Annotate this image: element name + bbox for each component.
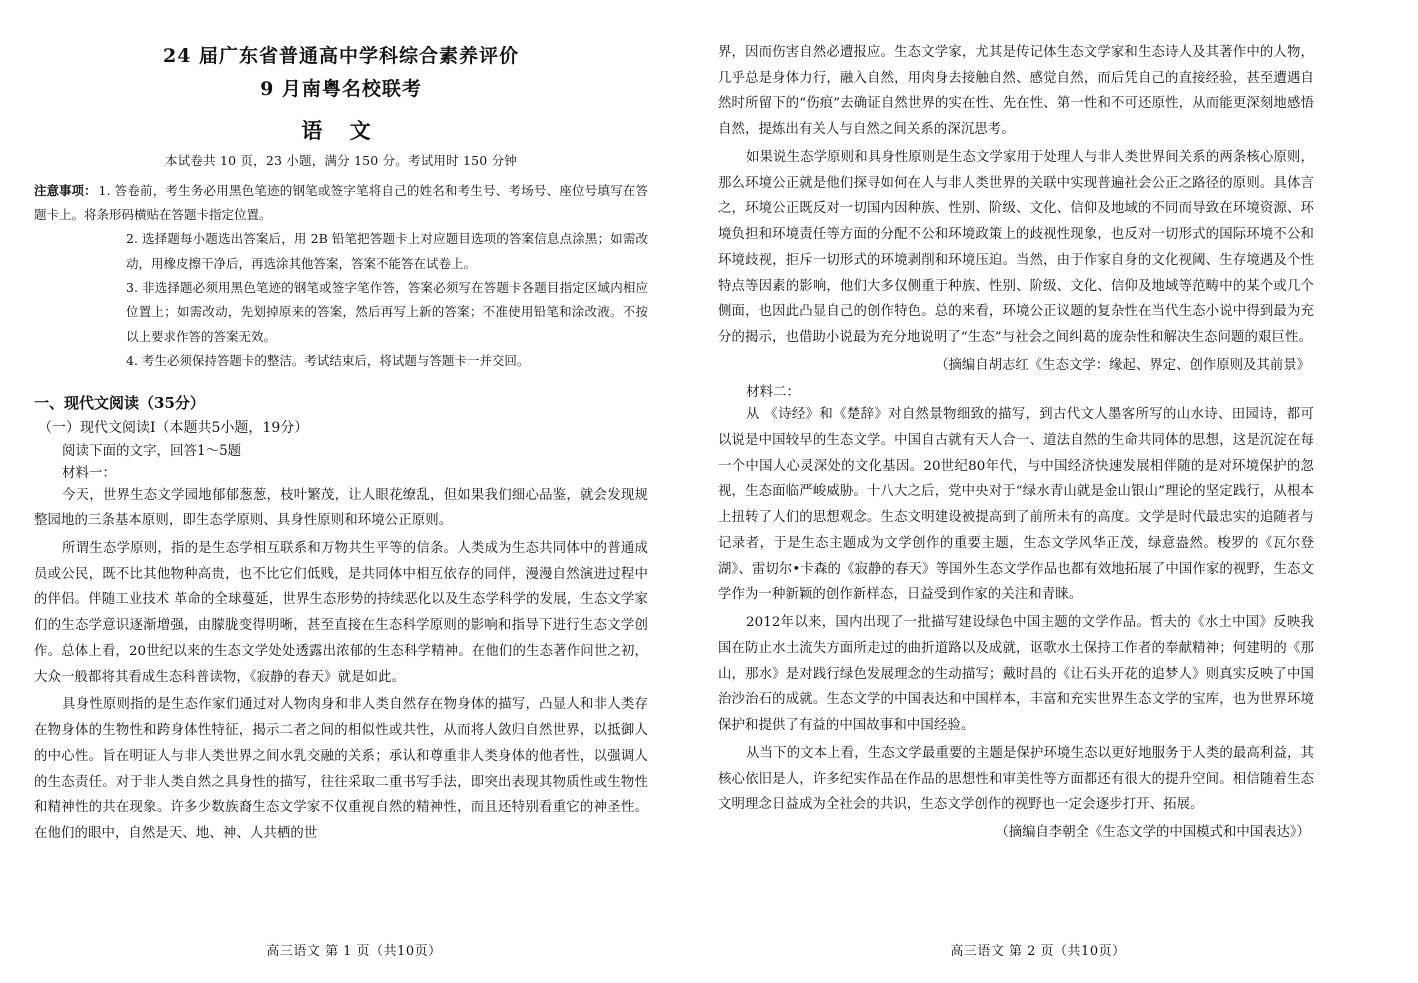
- exam-meta: 本试卷共 10 页，23 小题，满分 150 分。考试用时 150 分钟: [164, 152, 518, 168]
- notice-item: 2. 选择题每小题选出答案后，用 2B 铅笔把答题卡上对应题目选项的答案信息点涂黑；如需改动，用橡皮擦干净后，再选涂其他答案，答案不能答在试卷上。: [126, 231, 648, 271]
- paragraph: 具身性原则指的是生态作家们通过对人物肉身和非人类自然存在物身体的描写，凸显人和非人类存在物身体的生物性和跨身体性特征，揭示二者之间的相似性或共性，从而将人敛归自然世界，以抵御人的中心性。旨在明证人与非人类世界之间水乳交融的关系；承认和尊重非人类身体的他者性，以强调人的生态责任。对于非人类自然之具身性的描写，往往采取二重书写手法，即突出表现其物质性或生物性和精神性的共在现象。许多少数族裔生态文学家不仅重视自然的精神性，而且还特别看重它的神圣性。在他们的眼中，自然是天、地、神、人共栖的世: [34, 697, 648, 842]
- material-1-source: （摘编自胡志红《生态文学：缘起、界定、创作原则及其前景》: [935, 357, 1310, 373]
- material-2-label: 材料二：: [746, 384, 800, 401]
- paragraph: 从 《诗经》和《楚辞》对自然景物细致的描写，到古代文人墨客所写的山水诗、田园诗，都可以说是中国较早的生态文学。中国自古就有天人合一、道法自然的生命共同体的思想，这是沉淀在每一个中国人心灵深处的文化基因。20世纪80年代，与中国经济快速发展相伴随的是对环境保护的忽视，生态面临严峻威胁。十八大之后，党中央对于“绿水青山就是金山银山”理论的坚定践行，从根本上扭转了人们的思想观念。生态文明建设被提高到了前所未有的高度。文学是时代最忠实的追随者与记录者，于是生态主题成为文学创作的重要主题，生态文学风华正茂，绿意盎然。梭罗的《瓦尔登湖》、雷切尔•卡森的《寂静的春天》等国外生态文学作品也都有效地拓展了中国作家的视野，生态文学作为一种新颖的创作新样态，日益受到作家的关注和青睐。: [718, 407, 1314, 603]
- subsection-1-title: （一）现代文阅读Ⅰ（本题共5小题，19分）: [38, 419, 309, 436]
- paragraph: 2012年以来，国内出现了一批描写建设绿色中国主题的文学作品。哲夫的《水土中国》反映我国在防止水土流失方面所走过的曲折道路以及成就，讴歌水土保持工作者的奉献精神；何建明的《那山，那水》是对践行绿色发展理念的生动描写；戴时昌的《让石头开花的追梦人》则真实反映了中国治沙治石的成就。生态文学的中国表达和中国样本，丰富和充实世界生态文学的宝库，也为世界环境保护和提供了有益的中国故事和中国经验。: [718, 615, 1314, 734]
- page-footer-left: 高三语文 第 1 页（共10页）: [266, 944, 442, 959]
- exam-title-line1: 24 届广东省普通高中学科综合素养评价: [162, 45, 520, 67]
- material-1-label: 材料一：: [62, 464, 116, 481]
- paragraph: 界，因而伤害自然必遭报应。生态文学家，尤其是传记体生态文学家和生态诗人及其著作中的人物，几乎总是身体力行，融入自然，用肉身去接触自然、感觉自然，而后凭自己的直接经验，甚至遭遇自然时所留下的“伤痕”去确证自然世界的实在性、先在性、第一性和不可还原性，从而能更深刻地感悟自然，提炼出有关人与自然之间关系的深沉思考。: [718, 45, 1314, 138]
- notice-item-text: 1. 答卷前，考生务必用黑色笔迹的钢笔或签字笔将自己的姓名和考生号、考场号、座位号填写在答题卡上。将条形码横贴在答题卡指定位置。: [34, 182, 648, 222]
- reading-instruction: 阅读下面的文字，回答1～5题: [62, 442, 242, 459]
- notice-item: 3. 非选择题必须用黑色笔迹的钢笔或签字笔作答，答案必须写在答题卡各题目指定区域内相应位置上；如需改动，先划掉原来的答案，然后再写上新的答案；不准使用铅笔和涂改液。不按以上要求作答的答案无效。: [126, 280, 648, 344]
- exam-title-line2: 9 月南粤名校联考: [260, 78, 422, 101]
- paragraph: 所谓生态学原则，指的是生态学相互联系和万物共生平等的信条。人类成为生态共同体中的普通成员或公民，既不比其他物种高贵，也不比它们低贱，是共同体中相互依存的同伴，漫漫自然演进过程中的伴侣。伴随工业技术 革命的全球蔓延，世界生态形势的持续恶化以及生态学科学的发展，生态文学家们的生态学意识逐渐增强，由朦胧变得明晰，甚至直接在生态科学原则的影响和指导下进行生态文学创作。总体上看，20世纪以来的生态文学处处透露出浓郁的生态科学精神。在他们的生态著作问世之初，大众一般都将其看成生态科普读物，《寂静的春天》就是如此。: [34, 540, 648, 685]
- part-1-title: 一、现代文阅读（35分）: [34, 393, 205, 412]
- notice-item: [34, 179, 648, 228]
- notice-item: 4. 考生必须保持答题卡的整洁。考试结束后，将试题与答题卡一并交回。: [126, 353, 530, 369]
- notice-label: 注意事项：: [34, 182, 97, 198]
- right-column: [674, 40, 1314, 973]
- exam-subject: 语 文: [301, 117, 381, 143]
- paragraph: 从当下的文本上看，生态文学最重要的主题是保护环境生态以更好地服务于人类的最高利益，其核心依旧是人，许多纪实作品在作品的思想性和审美性等方面都还有很大的提升空间。相信随着生态文明理念日益成为全社会的共识，生态文学创作的视野也一定会逐步打开、拓展。: [718, 745, 1314, 813]
- paragraph: 今天，世界生态文学园地郁郁葱葱，枝叶繁茂，让人眼花缭乱，但如果我们细心品鉴，就会发现规整园地的三条基本原则，即生态学原则、具身性原则和环境公正原则。: [34, 487, 648, 529]
- paragraph: 如果说生态学原则和具身性原则是生态文学家用于处理人与非人类世界间关系的两条核心原则，那么环境公正就是他们探寻如何在人与非人类世界的关联中实现普遍社会公正之路径的原则。具体言之，环境公正既反对一切国内因种族、性别、阶级、文化、信仰及地域的不同而导致在环境资源、环境负担和环境责任等方面的分配不公和环境政策上的歧视性现象，也反对一切形式的国际环境不公和环境歧视，拒斥一切形式的环境剥削和环境压迫。当然，由于作家自身的文化视阈、生存境遇及个性特点等因素的影响，他们大多仅侧重于种族、性别、阶级、文化、信仰及地域等范畴中的某个或几个侧面，也因此凸显自己的创作特色。总的来看，环境公正议题的复杂性在当代生态小说中得到最为充分的揭示，也借助小说最为充分地说明了“生态”与社会之间纠葛的庞杂性和解决生态问题的艰巨性。: [718, 149, 1314, 346]
- page-footer-right: 高三语文 第 2 页（共10页）: [950, 944, 1126, 959]
- notice-block: [34, 179, 648, 374]
- material-2-source: （摘编自李朝全《生态文学的中国模式和中国表达》）: [995, 825, 1310, 841]
- left-column: [34, 40, 674, 973]
